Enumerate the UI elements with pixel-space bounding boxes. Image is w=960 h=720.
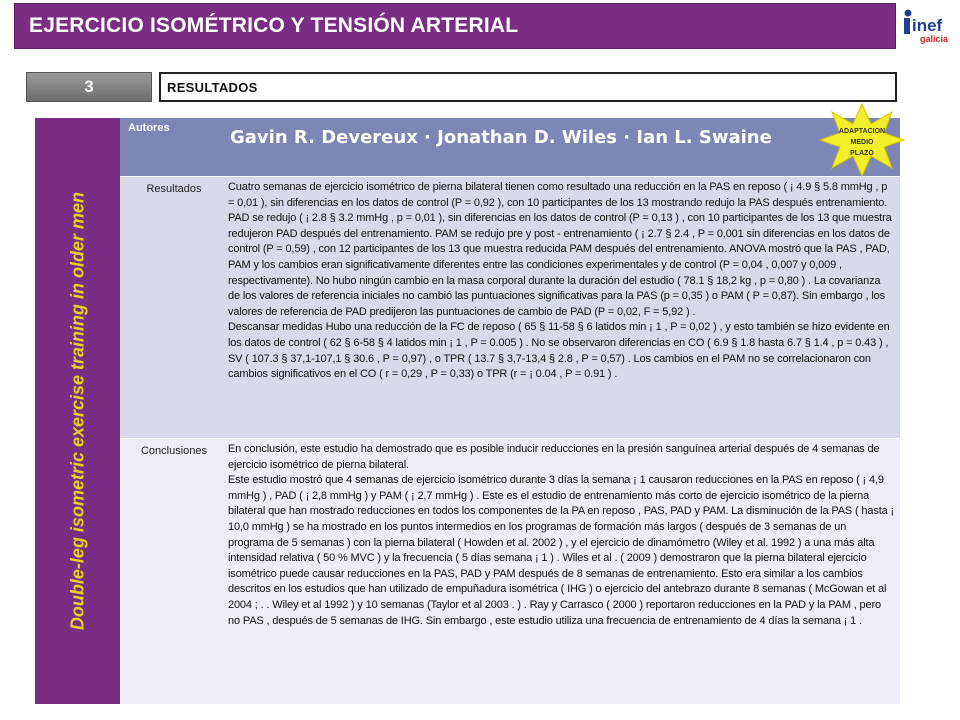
autores-label: Autores xyxy=(128,122,170,134)
conclusiones-paragraph-2: Este estudio mostró que 4 semanas de ejercicio isométrico durante 3 días la semana ¡ 1 causaron reducciones en la PAS en reposo ( ¡ 4,9 mmHg ) , PAD ( ¡ 2,8 mmHg ) y PAM ( ¡ 2,7 mmHg ) . Este es el estudio de entrenamiento más corto de ejercicio isométrico de la pierna bilateral que han mostrado reducciones en todos los componentes de la PA en reposo , PAS, PAD y PAM. La disminución de la PAS ( hasta ¡ 10,0 mmHg ) se ha mostrado en los puntos intermedios en los programas de formación más largos ( después de 3 semanas de un programa de 5 semanas ) con la pierna bilateral ( Howden et al. 2002 ) , y el ejercicio de dinamómetro (Wiley et al. 1992 ) a una más alta intensidad relativa ( 50 % MVC ) y la frecuencia ( 5 días semana ¡ 1 ) . Wiles et al . ( 2009 ) demostraron que la pierna bilateral ejercicio isométrico puede causar reducciones en la PAS, PAD y PAM después de 8 semanas de entrenamiento. Esto era similar a los cambios descritos en los estudios que han utilizado de empuñadura isométrica ( IHG ) o ejercicio del antebrazo durante 8 semanas ( McGowan et al 2004 ; . . Wiley et al 1992 ) y 10 semanas (Taylor et al 2003 . ) . Ray y Carrasco ( 2000 ) reportaron reducciones en la PAD y la PAM , pero no PAS , después de 5 semanas de IHG. Sin embargo , este estudio utiliza una frecuencia de entrenamiento de 4 días la semana ¡ 1 . xyxy=(228,474,894,627)
section-title: RESULTADOS xyxy=(159,72,897,102)
resultados-paragraph-2: Descansar medidas Hubo una reducción de la FC de reposo ( 65 § 11-58 § 6 latidos min ¡ 1 , P = 0,02 ) , y esto también se hizo evidente en los datos de control ( 62 § 6-58 § 4 latidos min ¡ 1 , P = 0.005 ) . No se observaron diferencias en CO ( 6.9 § 1.8 hasta 6.7 § 1.4 , p = 0.43 ) , SV ( 107.3 § 37,1-107,1 § 30.6 , P = 0,97) , o TPR ( 13.7 § 3,7-13,4 § 2.8 , P = 0,57) . Los cambios en el PAM no se correlacionaron con cambios significativos en el CO ( r = 0,29 , P = 0,33) o TPR (r = ¡ 0.04 , P = 0.91 ) . xyxy=(228,321,890,381)
conclusiones-content xyxy=(228,439,900,704)
resultados-row xyxy=(120,176,900,438)
logo-text: inef xyxy=(912,16,943,35)
inef-galicia-logo xyxy=(900,4,956,50)
slide-title: EJERCICIO ISOMÉTRICO Y TENSIÓN ARTERIAL xyxy=(29,14,519,37)
resultados-label: Resultados xyxy=(120,177,228,438)
star-badge-text xyxy=(818,126,906,159)
resultados-content xyxy=(228,177,900,438)
conclusiones-paragraph-1: En conclusión, este estudio ha demostrado que es posible inducir reducciones en la presión sanguínea arterial después de 4 semanas de ejercicio isométrico de pierna bilateral. xyxy=(228,443,880,471)
vertical-study-title: Double-leg isometric exercise training in older men xyxy=(67,191,87,631)
badge-line-3: PLAZO xyxy=(850,150,874,157)
resultados-paragraph-1: Cuatro semanas de ejercicio isométrico de pierna bilateral tienen como resultado una reducción en la PAS en reposo ( ¡ 4.9 § 5.8 mmHg , p = 0,01 ), sin diferencias en los datos de control (P = 0,92 ), con 10 participantes de los 13 mostrando redujo la PAS después entrenamiento. PAD se redujo ( ¡ 2.8 § 3.2 mmHg , p = 0,01 ), sin diferencias en los datos de control (P = 0,13 ) , con 10 participantes de los 13 que muestra redujeron PAD después del entrenamiento. PAM se redujo pre y post - entrenamiento ( ¡ 2.7 § 2.4 , P = 0,001 sin diferencias en los datos de control (P = 0,59) , con 12 participantes de los 13 que muestra reducida PAM después del entrenamiento. ANOVA mostró que la PAS , PAD, PAM y los cambios eran significativamente diferentes entre las condiciones experimentales y de control (P = 0,04 , 0,007 y 0,009 , respectivamente). No hubo ningún cambio en la masa corporal durante la duración del estudio ( 78.1 § 18,2 kg , p = 0,80 ) . La covarianza de los valores de referencia iniciales no cambió las puntuaciones significativas para la PAS (p = 0,35 ) o PAM ( P = 0,87). Sin embargo , los valores de referencia de PAD predijeron las puntuaciones de cambio de PAD (P = 0,02, F = 5,92 ) . xyxy=(228,181,892,318)
badge-line-1: ADAPTACION xyxy=(838,128,886,135)
autores-row xyxy=(120,118,900,176)
logo-subtext: galicia xyxy=(920,34,949,44)
conclusiones-row xyxy=(120,438,900,704)
section-number: 3 xyxy=(26,72,152,102)
side-title-panel xyxy=(35,118,120,704)
autores-value: Gavin R. Devereux · Jonathan D. Wiles · Ian L. Swaine xyxy=(230,127,772,148)
slide-title-bar xyxy=(14,3,896,49)
badge-line-2: MEDIO xyxy=(850,139,874,146)
conclusiones-label: Conclusiones xyxy=(120,439,228,704)
